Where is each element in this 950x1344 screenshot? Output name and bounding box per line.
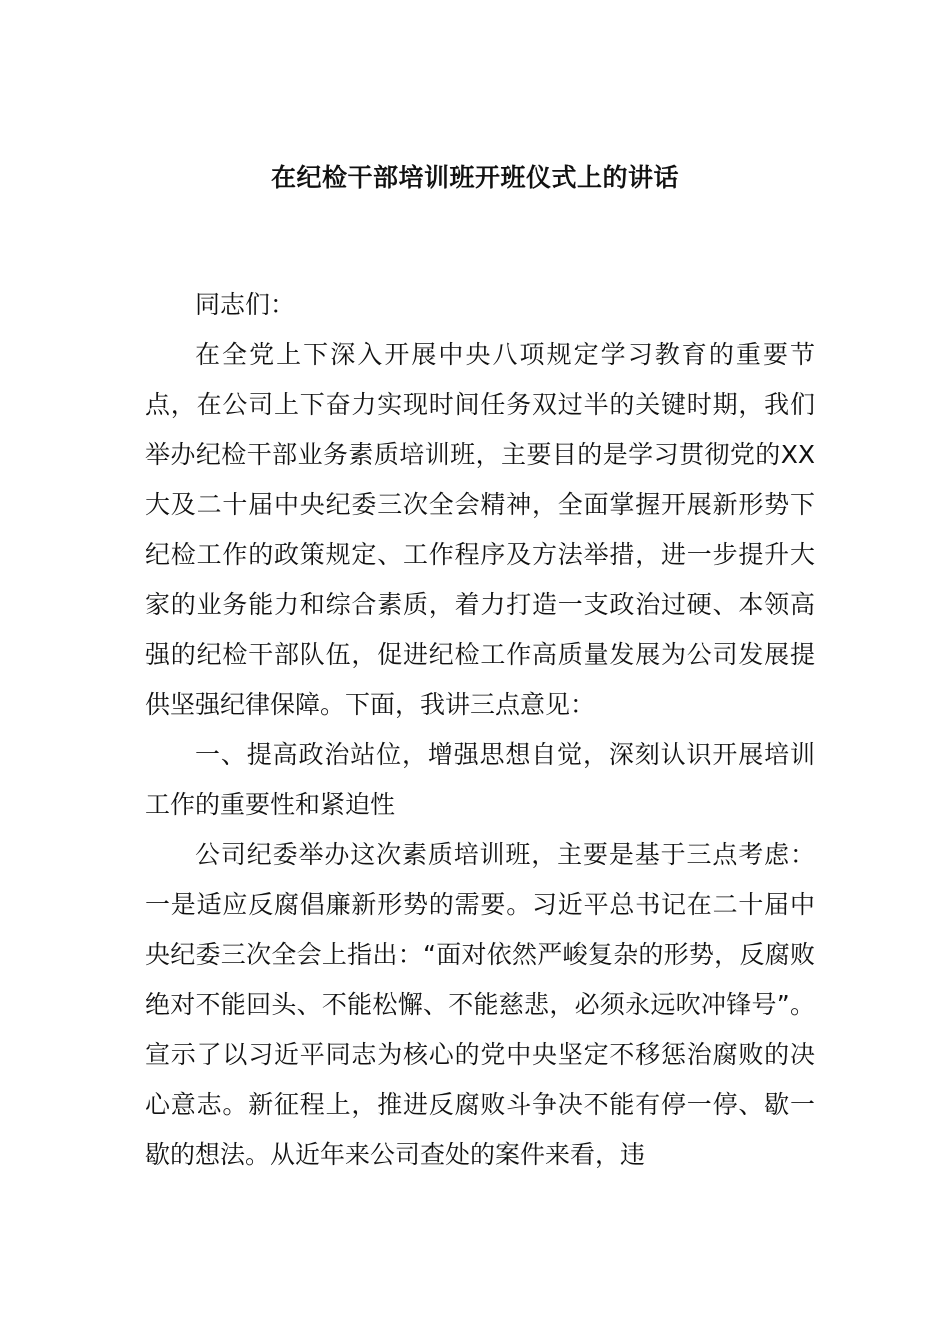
paragraph-considerations: 公司纪委举办这次素质培训班，主要是基于三点考虑：一是适应反腐倡廉新形势的需要。习近平总书记在二十届中央纪委三次全会上指出：“面对依然严峻复杂的形势，反腐败绝对不能回头、不能松懈、不能慈悲，必须永远吹冲锋号”。宣示了以习近平同志为核心的党中央坚定不移惩治腐败的决心意志。新征程上，推进反腐败斗争决不能有停一停、歇一歇的想法。从近年来公司查处的案件来看，违 bbox=[145, 840, 815, 1169]
document-title: 在纪检干部培训班开班仪式上的讲话 bbox=[270, 163, 679, 192]
section-heading-1: 一、提高政治站位，增强思想自觉，深刻认识开展培训工作的重要性和紧迫性 bbox=[145, 740, 815, 819]
document-body bbox=[145, 280, 815, 1180]
paragraph-intro: 在全党上下深入开展中央八项规定学习教育的重要节点，在公司上下奋力实现时间任务双过半的关键时期，我们举办纪检干部业务素质培训班，主要目的是学习贯彻党的XX大及二十届中央纪委三次全会精神，全面掌握开展新形势下纪检工作的政策规定、工作程序及方法举措，进一步提升大家的业务能力和综合素质，着力打造一支政治过硬、本领高强的纪检干部队伍，促进纪检工作高质量发展为公司发展提供坚强纪律保障。下面，我讲三点意见： bbox=[145, 340, 815, 719]
salutation: 同志们： bbox=[195, 290, 296, 319]
